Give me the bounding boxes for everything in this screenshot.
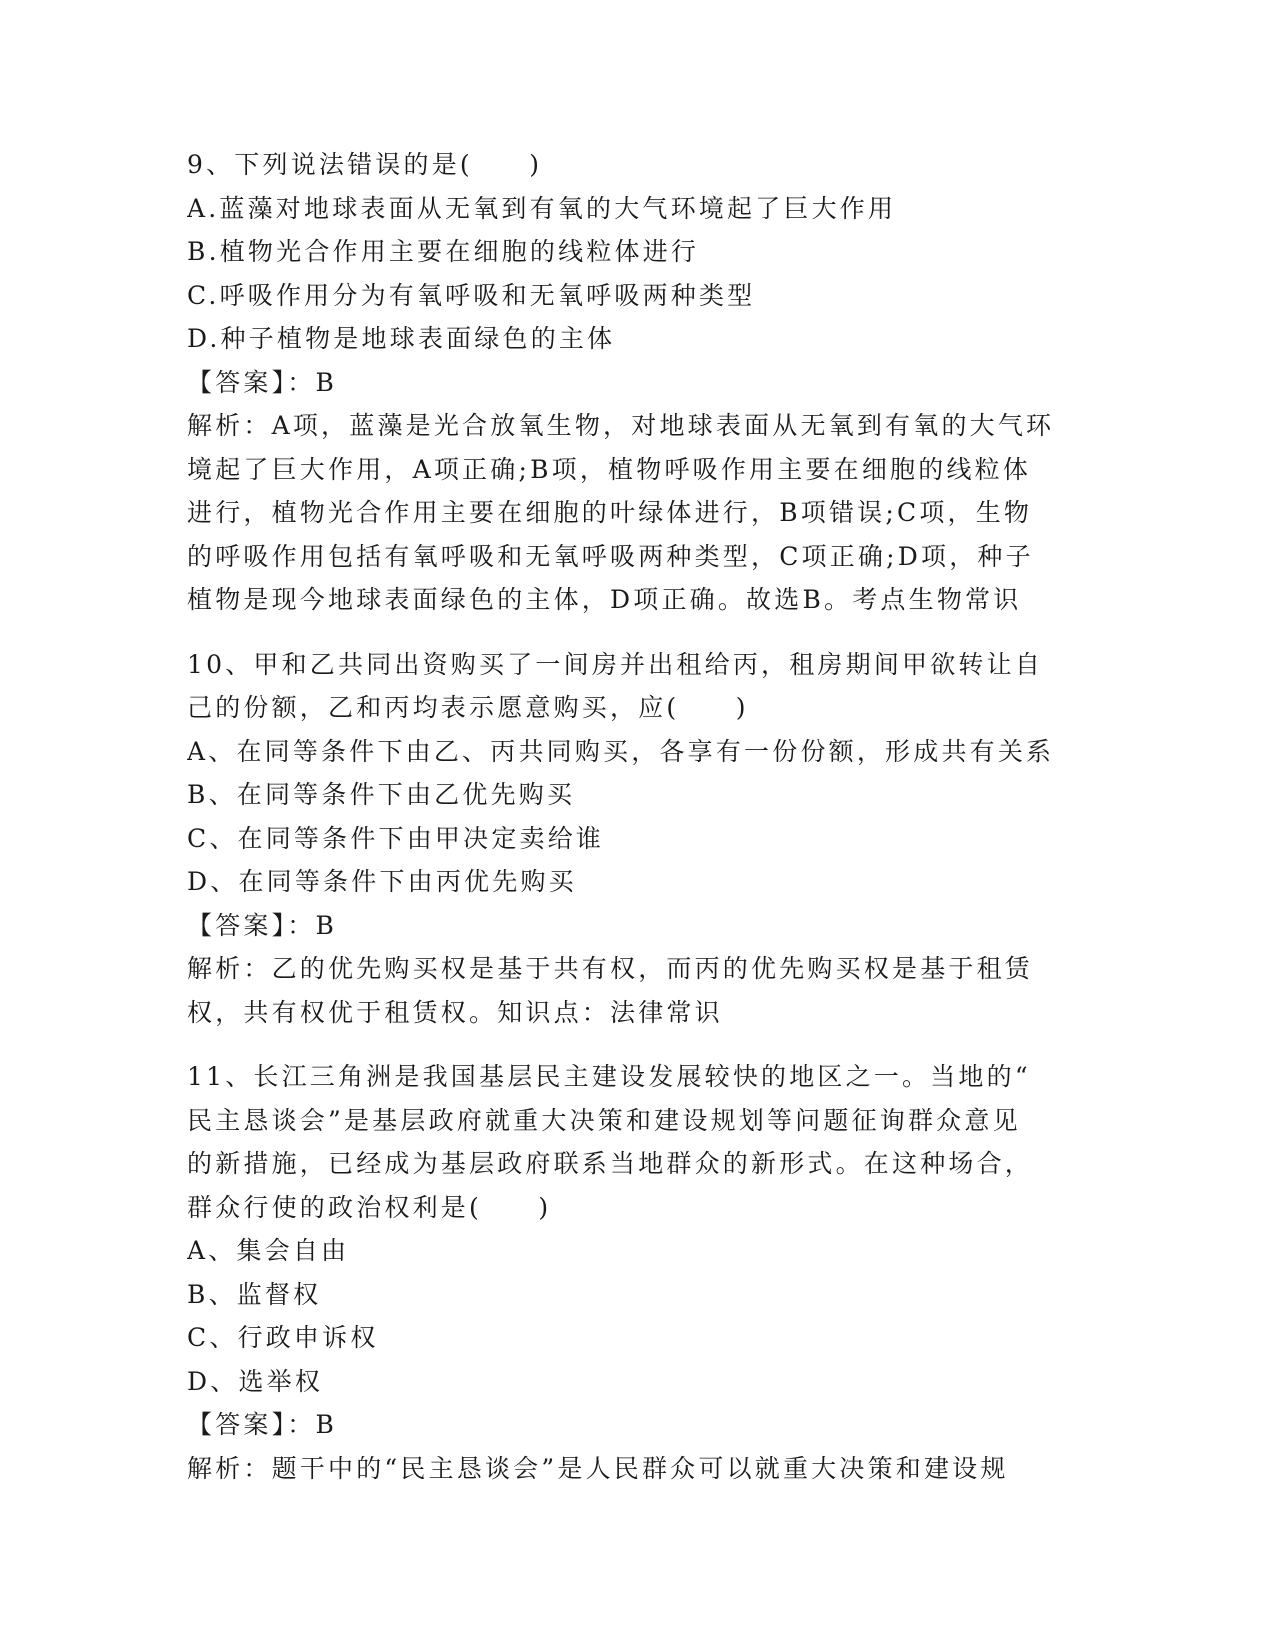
option-c: C.呼吸作用分为有氧呼吸和无氧呼吸两种类型 [187, 280, 756, 310]
option-d: D、选举权 [187, 1366, 324, 1396]
option-a: A、集会自由 [187, 1236, 350, 1265]
option-d: D、在同等条件下由丙优先购买 [187, 867, 577, 896]
option-c: C、行政申诉权 [187, 1323, 379, 1352]
question-stem: 己的份额，乙和丙均表示愿意购买，应( ) [187, 693, 749, 722]
question-stem: 11、长江三角洲是我国基层民主建设发展较快的地区之一。当地的“ [187, 1062, 1031, 1091]
option-c: C、在同等条件下由甲决定卖给谁 [187, 823, 605, 853]
explanation-line: 解析：乙的优先购买权是基于共有权，而丙的优先购买权是基于租赁 [187, 954, 1034, 983]
answer-line: 【答案】：B [187, 1410, 338, 1439]
question-stem: 民主恳谈会”是基层政府就重大决策和建设规划等问题征询群众意见 [187, 1105, 1021, 1135]
explanation-line: 境起了巨大作用，A项正确;B项，植物呼吸作用主要在细胞的线粒体 [187, 454, 1032, 484]
question-stem: 群众行使的政治权利是( ) [187, 1192, 552, 1222]
explanation-line: 权，共有权优于租赁权。知识点：法律常识 [187, 997, 723, 1027]
question-stem: 10、甲和乙共同出资购买了一间房并出租给丙，租房期间甲欲转让自 [187, 649, 1044, 679]
explanation-line: 解析：题干中的“民主恳谈会”是人民群众可以就重大决策和建设规 [187, 1453, 1009, 1483]
question-10 [187, 643, 1092, 1035]
question-stem: 9、下列说法错误的是( ) [187, 150, 543, 179]
document-page [187, 143, 1092, 1490]
explanation-line: 植物是现今地球表面绿色的主体，D项正确。故选B。考点生物常识 [187, 585, 1022, 614]
question-9 [187, 143, 1092, 622]
option-a: A.蓝藻对地球表面从无氧到有氧的大气环境起了巨大作用 [187, 193, 897, 223]
answer-line: 【答案】：B [187, 367, 338, 397]
option-b: B、在同等条件下由乙优先购买 [187, 780, 576, 809]
explanation-line: 进行，植物光合作用主要在细胞的叶绿体进行，B项错误;C项，生物 [187, 498, 1033, 527]
option-d: D.种子植物是地球表面绿色的主体 [187, 324, 616, 353]
question-gap [187, 1034, 1092, 1055]
question-11 [187, 1055, 1092, 1490]
answer-line: 【答案】：B [187, 910, 338, 940]
explanation-line: 的呼吸作用包括有氧呼吸和无氧呼吸两种类型，C项正确;D项，种子 [187, 541, 1034, 571]
option-b: B、监督权 [187, 1279, 322, 1309]
explanation-line: 解析：A项，蓝藻是光合放氧生物，对地球表面从无氧到有氧的大气环 [187, 411, 1055, 440]
option-b: B.植物光合作用主要在细胞的线粒体进行 [187, 237, 700, 266]
option-a: A、在同等条件下由乙、丙共同购买，各享有一份份额，形成共有关系 [187, 736, 1055, 766]
question-stem: 的新措施，已经成为基层政府联系当地群众的新形式。在这种场合， [187, 1149, 1034, 1178]
question-gap [187, 622, 1092, 643]
